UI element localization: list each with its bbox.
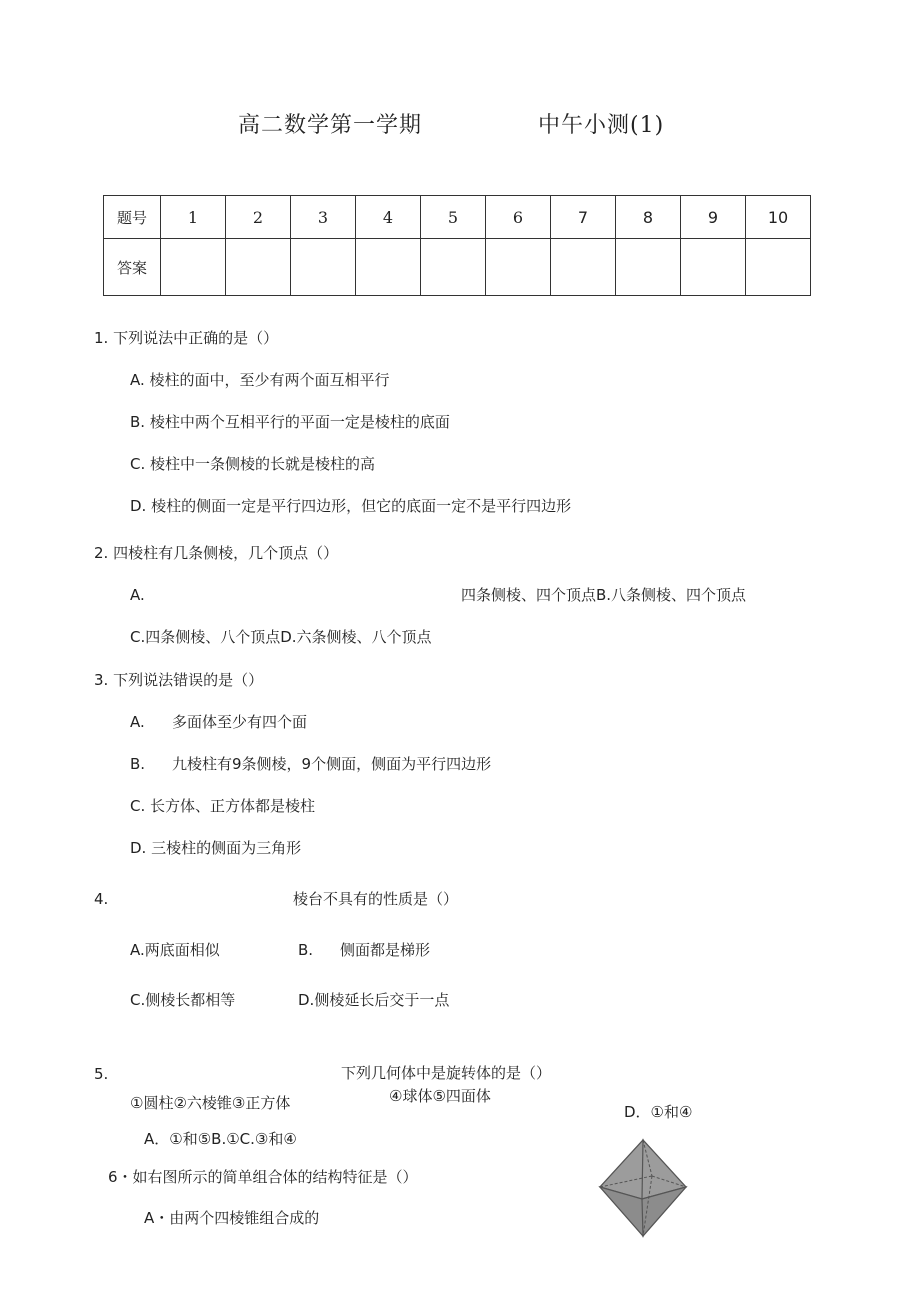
row-label-question-number: 题号	[104, 196, 161, 239]
question-4-option-b-letter: B.	[298, 941, 314, 959]
question-3-stem: 3. 下列说法错误的是（）	[94, 671, 264, 689]
question-5-items-2: ④球体⑤四面体	[389, 1087, 491, 1105]
answer-cell[interactable]	[291, 239, 356, 296]
question-number-cell: 4	[356, 196, 421, 239]
octahedron-figure	[592, 1136, 694, 1240]
question-number-row	[104, 196, 811, 239]
question-1-stem: 1. 下列说法中正确的是（）	[94, 329, 279, 347]
answer-cell[interactable]	[681, 239, 746, 296]
question-6-option-a: A・由两个四棱锥组合成的	[144, 1209, 320, 1227]
question-3-option-b-letter: B.	[130, 755, 146, 773]
question-number-cell: 7	[551, 196, 616, 239]
question-5-option-d: D．①和④	[624, 1103, 693, 1121]
answer-cell[interactable]	[551, 239, 616, 296]
question-4-option-c: C.侧棱长都相等	[130, 991, 236, 1009]
answer-cell[interactable]	[356, 239, 421, 296]
question-number-cell: 10	[746, 196, 811, 239]
page-title-right: 中午小测(1)	[538, 113, 665, 138]
page-title-left: 高二数学第一学期	[238, 113, 423, 138]
question-3-option-a: 多面体至少有四个面	[172, 713, 308, 731]
row-label-answer: 答案	[104, 239, 161, 296]
question-3-option-b: 九棱柱有9条侧棱，9个侧面，侧面为平行四边形	[172, 755, 492, 773]
question-number-cell: 5	[421, 196, 486, 239]
question-3-option-d: D. 三棱柱的侧面为三角形	[130, 839, 302, 857]
question-1-option-d: D. 棱柱的侧面一定是平行四边形，但它的底面一定不是平行四边形	[130, 497, 572, 515]
question-5-items-1: ①圆柱②六棱锥③正方体	[130, 1094, 291, 1112]
question-1-option-a: A. 棱柱的面中，至少有两个面互相平行	[130, 371, 390, 389]
answer-cell[interactable]	[161, 239, 226, 296]
question-4-number: 4.	[94, 890, 109, 908]
answer-table	[103, 195, 811, 296]
answer-row	[104, 239, 811, 296]
question-6-stem: 6・如右图所示的简单组合体的结构特征是（）	[108, 1168, 418, 1186]
answer-cell[interactable]	[421, 239, 486, 296]
answer-cell[interactable]	[616, 239, 681, 296]
question-number-cell: 2	[226, 196, 291, 239]
question-number-cell: 6	[486, 196, 551, 239]
answer-cell[interactable]	[226, 239, 291, 296]
question-2-options-cd: C.四条侧棱、八个顶点D.六条侧棱、八个顶点	[130, 628, 432, 646]
question-number-cell: 8	[616, 196, 681, 239]
question-2-option-a-letter: A.	[130, 586, 145, 604]
answer-cell[interactable]	[746, 239, 811, 296]
question-2-options-ab: 四条侧棱、四个顶点B.八条侧棱、四个顶点	[461, 586, 747, 604]
question-number-cell: 3	[291, 196, 356, 239]
question-1-option-b: B. 棱柱中两个互相平行的平面一定是棱柱的底面	[130, 413, 450, 431]
question-3-option-a-letter: A.	[130, 713, 145, 731]
question-3-option-c: C. 长方体、正方体都是棱柱	[130, 797, 316, 815]
question-4-option-a: A.两底面相似	[130, 941, 220, 959]
question-5-number: 5.	[94, 1065, 109, 1083]
question-5-options-abc: A．①和⑤B.①C.③和④	[144, 1130, 297, 1148]
question-number-cell: 9	[681, 196, 746, 239]
question-5-stem: 下列几何体中是旋转体的是（）	[341, 1064, 552, 1082]
question-4-option-d: D.侧棱延长后交于一点	[298, 991, 450, 1009]
question-4-option-b: 侧面都是梯形	[340, 941, 431, 959]
answer-cell[interactable]	[486, 239, 551, 296]
question-1-option-c: C. 棱柱中一条侧棱的长就是棱柱的高	[130, 455, 376, 473]
question-2-stem: 2. 四棱柱有几条侧棱，几个顶点（）	[94, 544, 339, 562]
question-4-stem: 棱台不具有的性质是（）	[293, 890, 459, 908]
question-number-cell: 1	[161, 196, 226, 239]
